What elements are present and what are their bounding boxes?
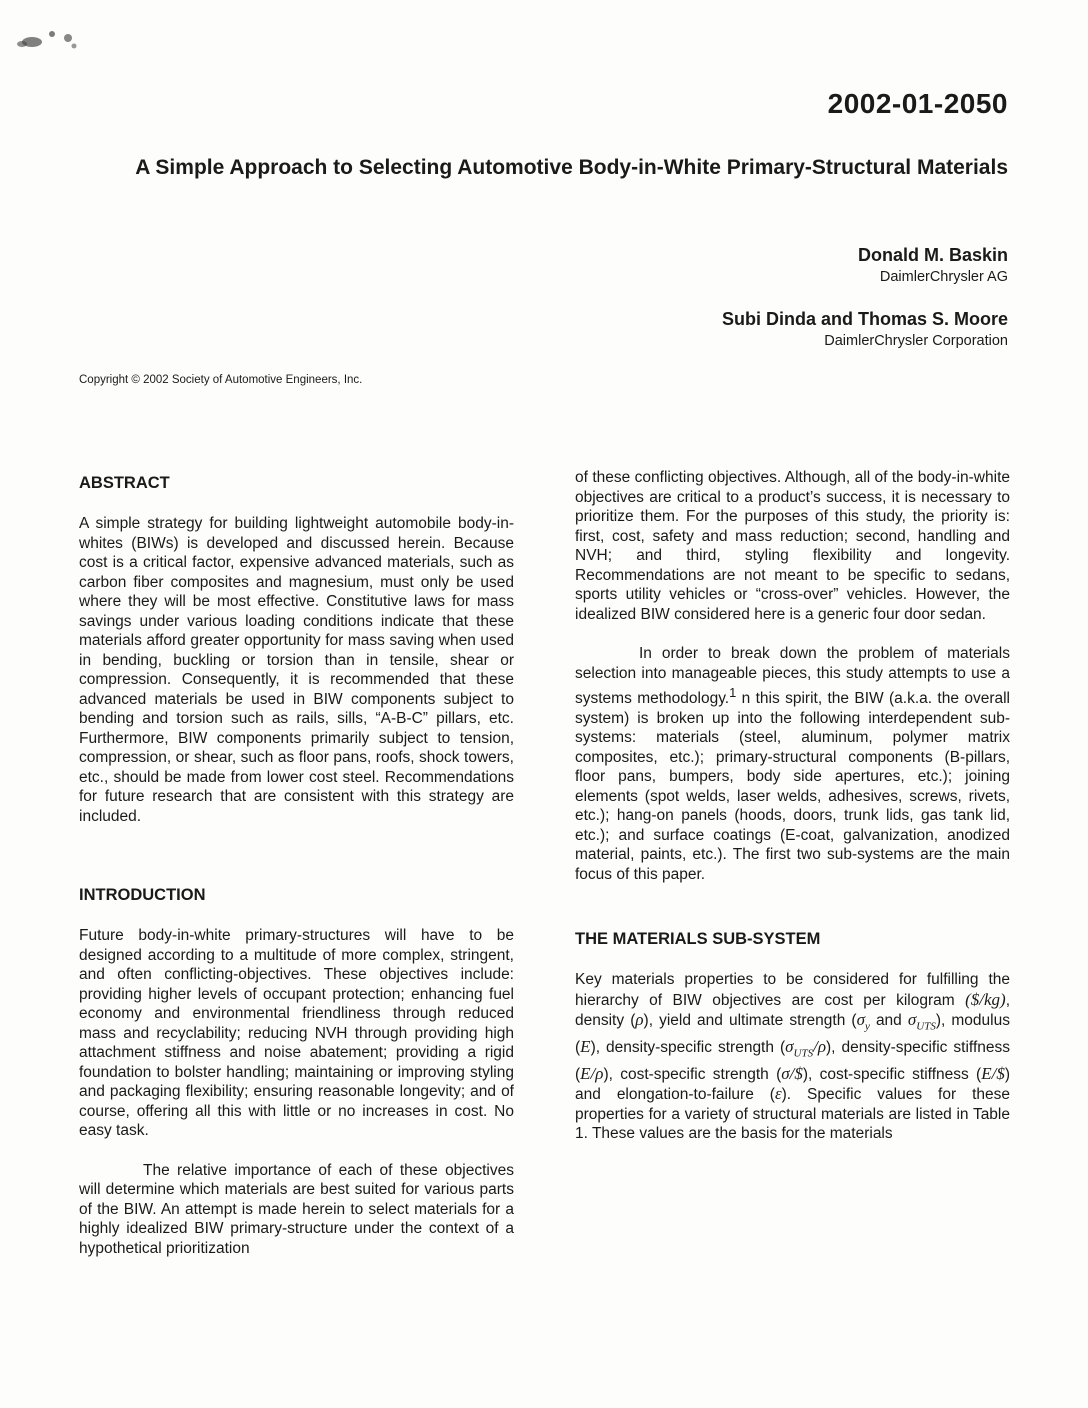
right-column xyxy=(575,468,1010,1144)
math-epsilon: ε xyxy=(774,1084,782,1104)
math-sigma-cost: σ/$ xyxy=(781,1063,803,1083)
abstract-text: A simple strategy for building lightweight automobile body-in-whites (BIWs) is developed and discussed herein. Because cost is a critical factor, expensive advanced materials, such as carbon fiber composites and magnesium, must only be used where they will be most effective. Constitutive laws for mass savings under various loading conditions indicate that these materials afford greater opportunity for mass saving when used in bending, buckling or torsion than in tensile, shear or compression. Consequently, it is recommended that these advanced materials be used in BIW components subject to bending and torsion such as rails, sills, “A-B-C” pillars, etc. Furthermore, BIW components primarily subject to tension, compression, or shear, such as floor pans, roofs, shock towers, etc., should be made from lower cost steel. Recommendations for future research that are consistent with this strategy are included. xyxy=(79,515,514,825)
introduction-paragraph-2: The relative importance of each of these objectives will determine which materials are best suited for various parts of the BIW. An attempt is made herein to select materials for a highly idealized BIW primary-structure under the context of a hypothetical prioritization xyxy=(79,1161,514,1257)
reference-marker: 1 xyxy=(729,685,737,700)
introduction-paragraph-3: In order to break down the problem of materials selection into manageable pieces, this study attempts to use a systems methodology.$^1$ n this spirit, the BIW (a.k.a. the overall system) is broken up into the following interdependent sub-systems: materials (steel, aluminum, polymer matrix composites, etc.); primary-structural components (B-pillars, floor pans, bumpers, body side apertures, etc.); joining elements (spot welds, laser welds, adhesives, screws, rivets, etc.); hang-on panels (hoods, doors, trunk lids, gas tank lid, etc.); and surface coatings (E-coat, galvanization, anodized material, paints, etc.). The first two sub-systems are the main focus of this paper. xyxy=(575,645,1010,883)
author-block-2 xyxy=(722,307,1008,351)
math-E: E xyxy=(580,1037,591,1057)
paper-title: A Simple Approach to Selecting Automotive Body-in-White Primary-Structural Materials xyxy=(135,156,1008,179)
introduction-paragraph-1: Future body-in-white primary-structures will have to be designed according to a multitude of more complex, stringent, and often conflicting-objectives. These objectives include: providing higher levels of occupant protection; enhancing fuel economy and environmental friendliness through reduced mass and recyclability; reducing NVH through providing high attachment stiffness and noise abatement; providing a rigid foundation to bolster handling; maintaining or improving styling and packaging flexibility; ensuring reasonable longevity; and of course, offering all this with little or no increases in cost. No easy task. xyxy=(79,927,514,1139)
author-affiliation: DaimlerChrysler AG xyxy=(879,269,1008,285)
math-E-rho: E/ρ xyxy=(580,1063,604,1083)
materials-subsystem-text: Key materials properties to be considered for fulfilling the hierarchy of BIW objectives are cost per kilogram ($/kg), density (ρ), yield and ultimate strength ($\sigma_y$ and $\sigma_{UTS}$), modulus (E), density-specific strength $(\sigma_{UTS}/\rho)$, density-specific stiffness (E/ρ), cost-specific strength (σ/$), cost-specific stiffness (E/$) and elongation-to-failure (ε). Specific values for these properties for a variety of structural materials are listed in Table 1. These values are the basis for the materials xyxy=(575,971,1011,1143)
abstract-heading: ABSTRACT xyxy=(79,474,170,492)
math-sigma-y: $\sigma_y$ xyxy=(856,1010,870,1033)
introduction-paragraph-2-continued: of these conflicting objectives. Although, all of the body-in-white objectives are critical to a product’s success, it is necessary to prioritize them. For the purposes of this study, the priority is: first, cost, safety and mass reduction; second, handling and NVH; and third, styling flexibility and longevity. Recommendations are not meant to be specific to sedans, sports utility vehicles or “cross-over” vehicles. However, the idealized BIW considered here is a generic four door sedan. xyxy=(575,469,1010,623)
author-block-1 xyxy=(858,243,1008,287)
scan-smudge xyxy=(8,20,88,60)
author-name: Donald M. Baskin xyxy=(857,245,1008,265)
copyright-notice: Copyright © 2002 Society of Automotive Engineers, Inc. xyxy=(79,374,363,386)
author-affiliation: DaimlerChrysler Corporation xyxy=(824,333,1008,349)
paper-number: 2002-01-2050 xyxy=(827,88,1008,119)
author-name: Subi Dinda and Thomas S. Moore xyxy=(721,309,1008,329)
math-sigma-uts: $\sigma_{UTS}$ xyxy=(907,1010,936,1033)
introduction-heading: INTRODUCTION xyxy=(79,886,206,904)
materials-subsystem-heading: THE MATERIALS SUB-SYSTEM xyxy=(575,930,821,949)
math-cost-per-kg: ($/kg) xyxy=(965,989,1006,1009)
math-rho: ρ xyxy=(635,1010,644,1030)
left-column xyxy=(79,472,514,1258)
math-sigma-uts-rho: $\sigma_{UTS}/\rho$ xyxy=(785,1037,826,1060)
math-E-cost: E/$ xyxy=(981,1063,1005,1083)
